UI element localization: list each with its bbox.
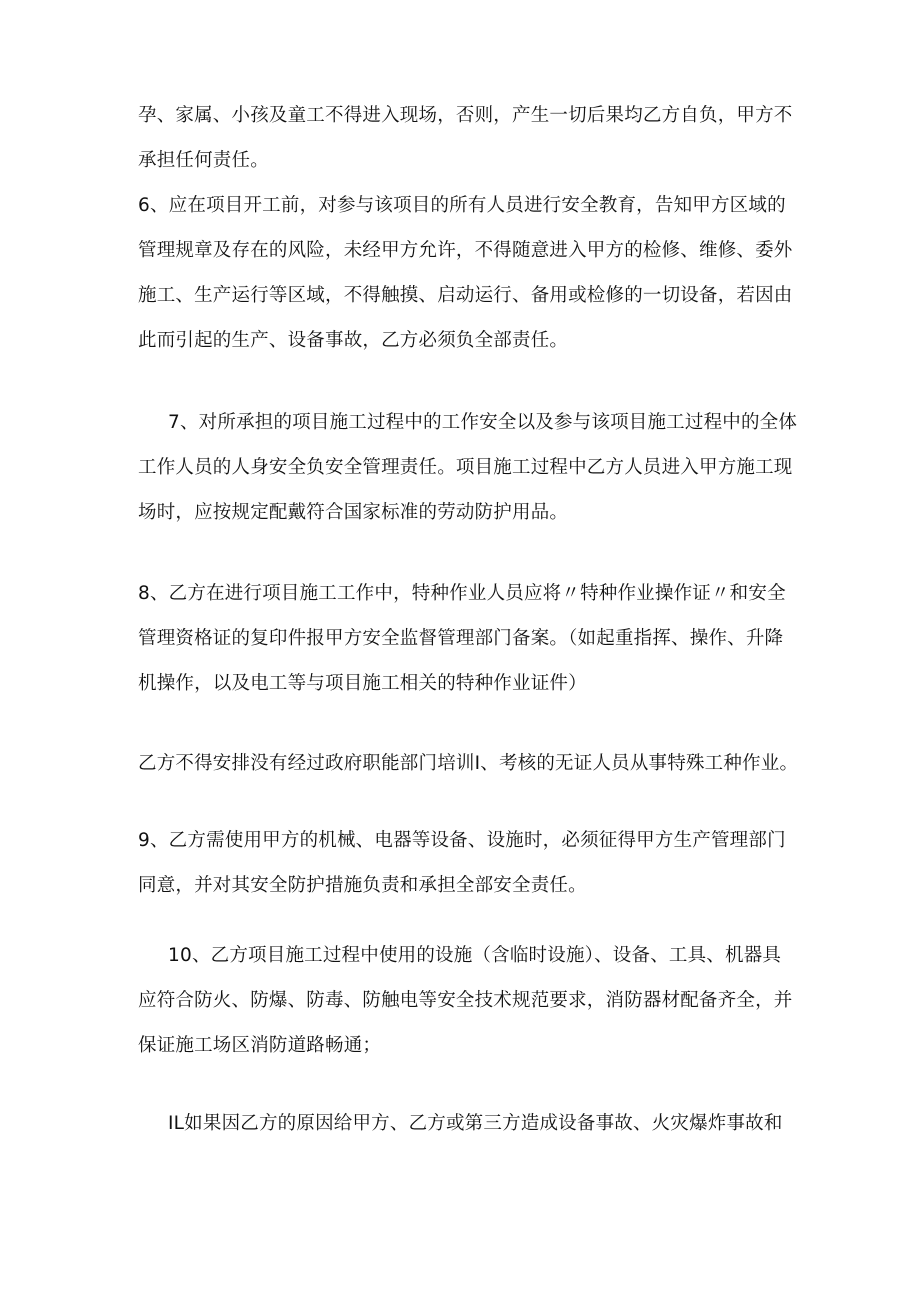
paragraph-item-7 [138,400,798,535]
text-line: 场时，应按规定配戴符合国家标准的劳动防护用品。 [138,502,569,523]
text-line: 7、对所承担的项目施工过程中的工作安全以及参与该项目施工过程中的全体 [168,412,798,433]
text-line: 保证施工场区消防道路畅通； [138,1035,382,1056]
paragraph-item-10 [138,933,793,1068]
text-line: IL如果因乙方的原因给甲方、乙方或第三方造成设备事故、火灾爆炸事故和 [168,1113,783,1134]
text-line: 同意，并对其安全防护措施负责和承担全部安全责任。 [138,875,587,896]
text-line: 9、乙方需使用甲方的机械、电器等设备、设施时，必须征得甲方生产管理部门 [138,830,786,851]
text-line: 8、乙方在进行项目施工工作中，特种作业人员应将〃特种作业操作证〃和安全 [138,583,786,604]
text-line: 管理资格证的复印件报甲方安全监督管理部门备案。（如起重指挥、操作、升降 [138,628,784,649]
text-line: 机操作，以及电工等与项目施工相关的特种作业证件） [138,673,587,694]
text-line: 乙方不得安排没有经过政府职能部门培训I、考核的无证人员从事特殊工种作业。 [138,753,799,774]
text-line: 此而引起的生产、设备事故，乙方必须负全部责任。 [138,330,569,351]
paragraph-item-9 [138,818,788,908]
text-line: 应符合防火、防爆、防毒、防触电等安全技术规范要求，消防器材配备齐全，并 [138,990,793,1011]
text-line: 施工、生产运行等区域，不得触摸、启动运行、备用或检修的一切设备，若因由 [138,285,793,306]
text-line: 管理规章及存在的风险，未经甲方允许，不得随意进入甲方的检修、维修、委外 [138,240,793,261]
paragraph-continuation [138,93,793,183]
text-line: 10、乙方项目施工过程中使用的设施（含临时设施）、设备、工具、机器具 [168,945,782,966]
paragraph-item-6 [138,183,793,363]
paragraph-no-certificate [138,741,799,786]
paragraph-item-11 [138,1101,788,1146]
text-line: 6、应在项目开工前，对参与该项目的所有人员进行安全教育，告知甲方区域的 [138,195,786,216]
paragraph-item-8 [138,571,788,706]
text-line: 孕、家属、小孩及童工不得进入现场，否则，产生一切后果均乙方自负，甲方不 [138,105,793,126]
text-line: 承担任何责任。 [138,150,269,171]
text-line: 工作人员的人身安全负安全管理责任。项目施工过程中乙方人员进入甲方施工现 [138,457,793,478]
